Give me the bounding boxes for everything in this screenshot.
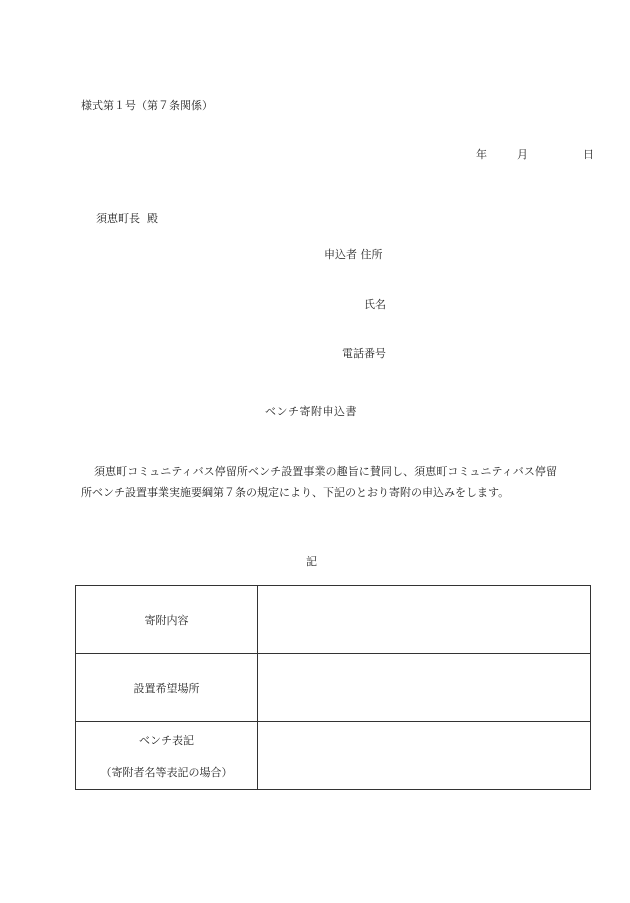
body-text: 須恵町コミュニティバス停留所ベンチ設置事業の趣旨に賛同し、須恵町コミュニティバス停留所ベンチ設置事業実施要綱第７条の規定により、下記のとおり寄附の申込みをします。 <box>81 465 557 499</box>
installation-location-field[interactable] <box>258 654 591 722</box>
donation-content-label: 寄附内容 <box>76 586 258 654</box>
ki-heading: 記 <box>306 555 317 568</box>
installation-location-label: 設置希望場所 <box>76 654 258 722</box>
bench-notation-note: （寄附者名等表記の場合） <box>100 765 233 779</box>
date-month-label: 月 <box>517 148 528 161</box>
bench-notation-label: ベンチ表記 <box>139 733 194 747</box>
form-number: 様式第１号（第７条関係） <box>81 99 213 112</box>
table-row <box>76 586 591 654</box>
bench-notation-cell <box>76 722 258 790</box>
document-title: ベンチ寄附申込書 <box>265 405 357 418</box>
donation-content-field[interactable] <box>258 586 591 654</box>
table-row <box>76 654 591 722</box>
applicant-address-label: 申込者 住所 <box>324 248 383 261</box>
details-table <box>75 585 591 790</box>
applicant-name-label: 氏名 <box>364 298 386 311</box>
bench-notation-field[interactable] <box>258 722 591 790</box>
table-row <box>76 722 591 790</box>
date-day-label: 日 <box>583 148 594 161</box>
applicant-phone-label: 電話番号 <box>342 347 386 360</box>
date-year-label: 年 <box>476 148 487 161</box>
addressee: 須恵町長 殿 <box>96 212 158 225</box>
